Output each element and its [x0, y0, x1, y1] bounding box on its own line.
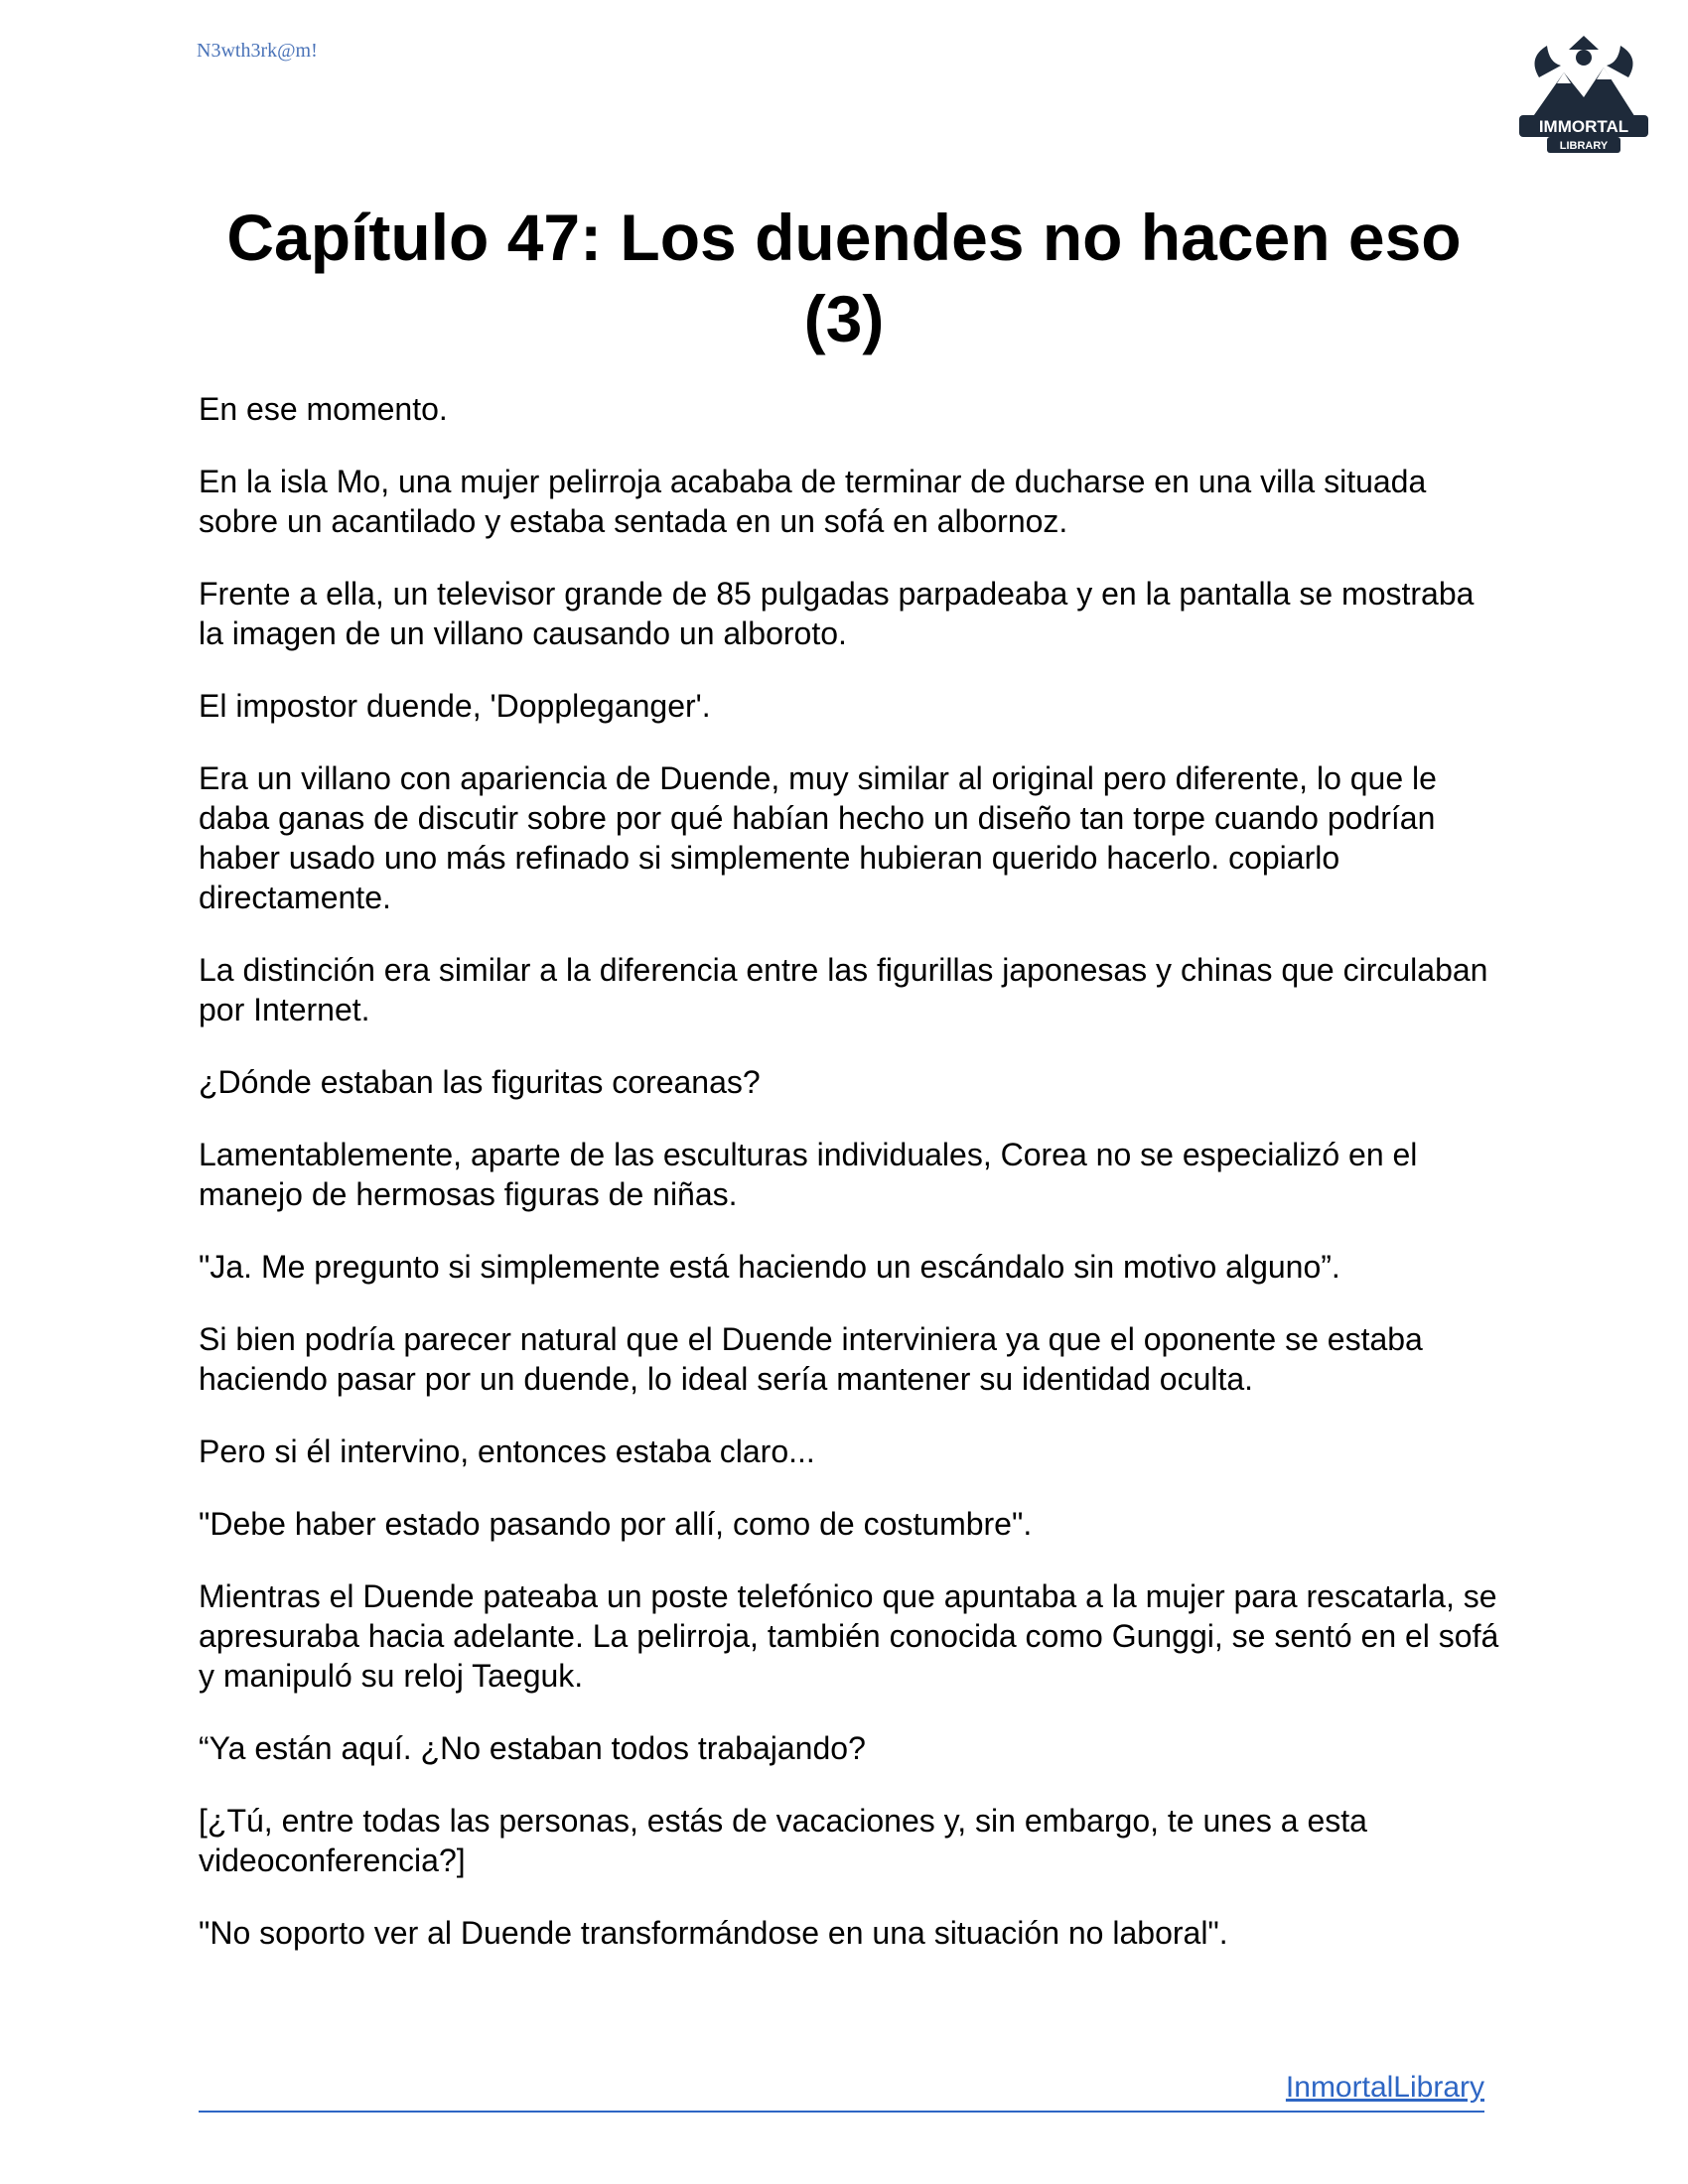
paragraph: La distinción era similar a la diferencia entre las figurillas japonesas y chinas que circulaban por Internet. — [199, 952, 1488, 1027]
paragraph: En ese momento. — [199, 391, 448, 427]
logo-line1: IMMORTAL — [1538, 117, 1629, 136]
immortal-library-logo-icon — [1509, 28, 1658, 167]
paragraph: "Debe haber estado pasando por allí, como de costumbre". — [199, 1506, 1033, 1542]
chapter-body — [199, 389, 1499, 1985]
paragraph: “Ya están aquí. ¿No estaban todos trabajando? — [199, 1730, 866, 1766]
paragraph: "Ja. Me pregunto si simplemente está haciendo un escándalo sin motivo alguno”. — [199, 1249, 1340, 1285]
logo-line2: LIBRARY — [1559, 140, 1609, 152]
page-title: Capítulo 47: Los duendes no hacen eso (3) — [226, 201, 1462, 355]
paragraph: El impostor duende, 'Doppleganger'. — [199, 688, 711, 724]
paragraph: Era un villano con apariencia de Duende, muy similar al original pero diferente, lo que le daba ganas de discutir sobre por qué habían hecho un diseño tan torpe cuando podrían haber usado uno más refinado si simplemente hubieran querido hacerlo. copiarlo directamente. — [199, 760, 1437, 915]
footer-library-link[interactable]: InmortalLibrary — [1285, 2071, 1484, 2104]
footer-divider — [199, 2111, 1484, 2113]
paragraph: [¿Tú, entre todas las personas, estás de vacaciones y, sin embargo, te unes a esta videoconferencia?] — [199, 1803, 1367, 1878]
paragraph: Pero si él intervino, entonces estaba claro... — [199, 1433, 815, 1469]
watermark-text: N3wth3rk@m! — [197, 40, 318, 62]
paragraph: ¿Dónde estaban las figuritas coreanas? — [199, 1064, 761, 1100]
paragraph: En la isla Mo, una mujer pelirroja acababa de terminar de ducharse en una villa situada sobre un acantilado y estaba sentada en un sofá en albornoz. — [199, 464, 1427, 539]
paragraph: Mientras el Duende pateaba un poste telefónico que apuntaba a la mujer para rescatarla, se apresuraba hacia adelante. La pelirroja, también conocida como Gunggi, se sentó en el sofá y manipuló su reloj Taeguk. — [199, 1578, 1499, 1694]
paragraph: Lamentablemente, aparte de las esculturas individuales, Corea no se especializó en el manejo de hermosas figuras de niñas. — [199, 1137, 1418, 1212]
paragraph: Frente a ella, un televisor grande de 85 pulgadas parpadeaba y en la pantalla se mostraba la imagen de un villano causando un alboroto. — [199, 576, 1475, 651]
paragraph: Si bien podría parecer natural que el Duende interviniera ya que el oponente se estaba haciendo pasar por un duende, lo ideal sería mantener su identidad oculta. — [199, 1321, 1423, 1397]
paragraph: "No soporto ver al Duende transformándose en una situación no laboral". — [199, 1915, 1228, 1951]
